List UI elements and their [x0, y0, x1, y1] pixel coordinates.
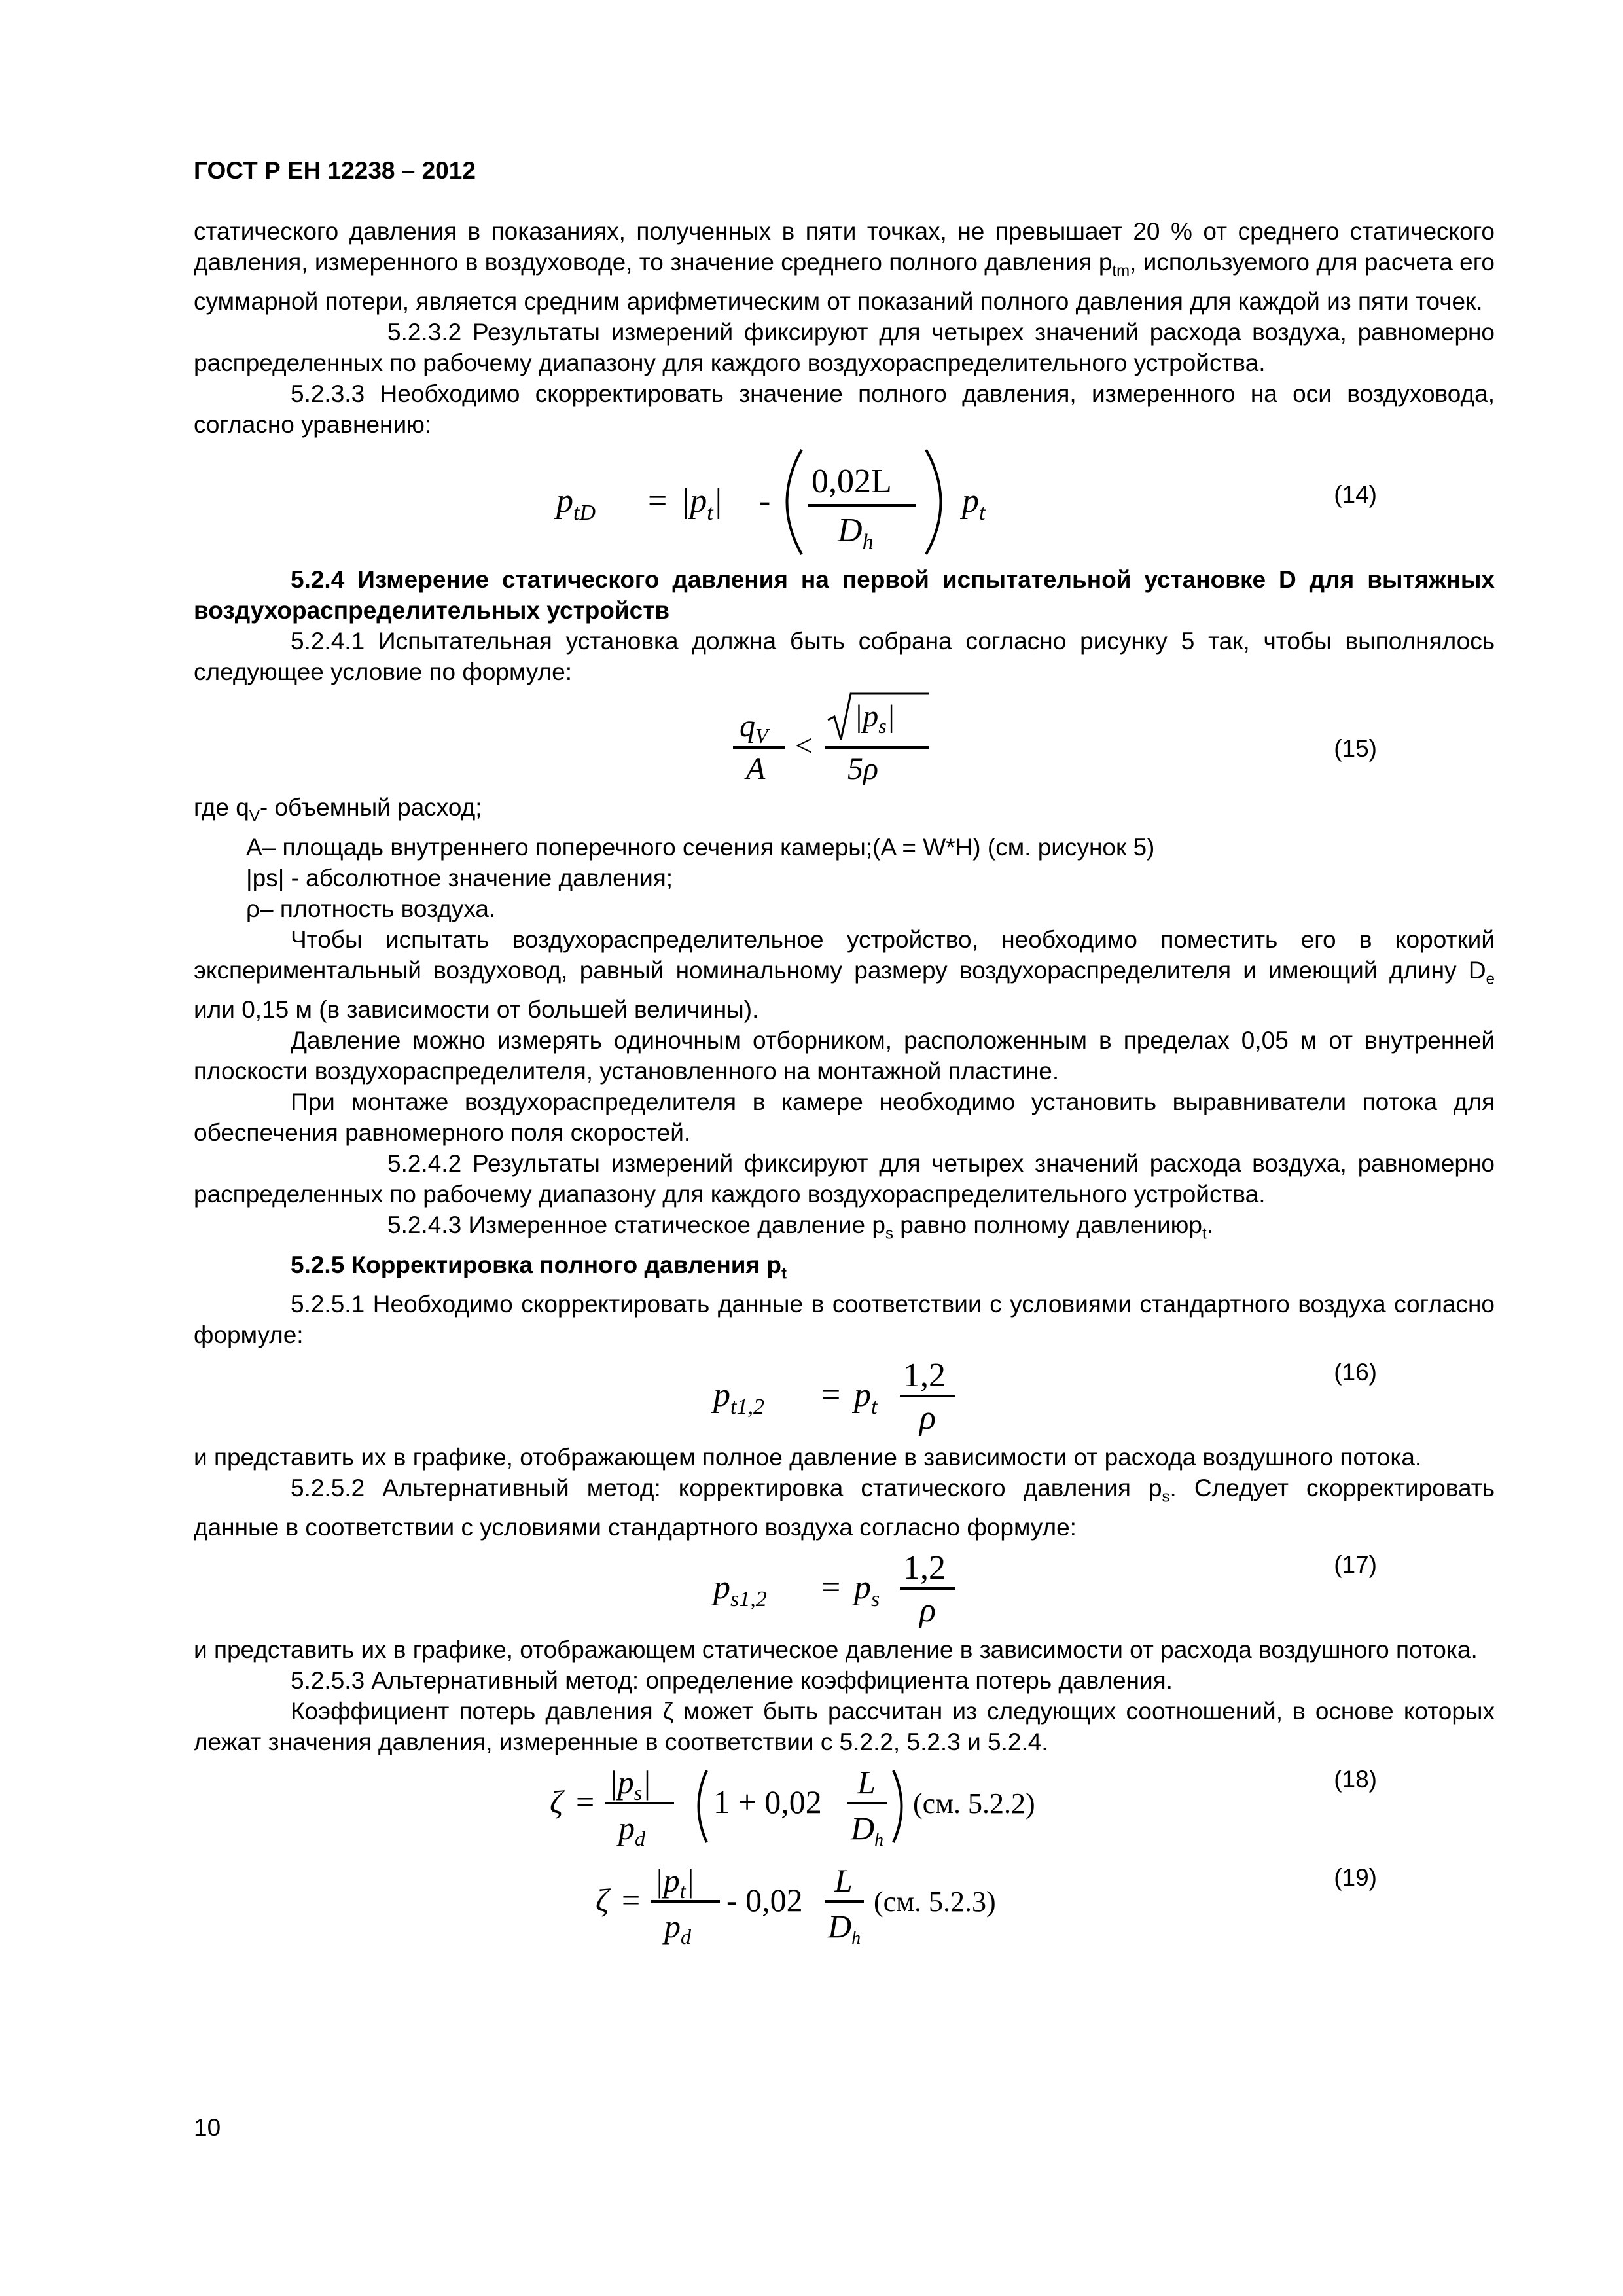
- svg-text:=: =: [622, 1882, 641, 1919]
- equation-number: (18): [1334, 1766, 1377, 1793]
- svg-text:1,2: 1,2: [903, 1356, 946, 1394]
- svg-text:L: L: [834, 1862, 853, 1899]
- svg-text:-: -: [759, 482, 771, 520]
- paragraph: Коэффициент потерь давления ζ может быть рассчитан из следующих соотношений, в основе которых лежат значения давления, измеренные в соответствии с 5.2.2, 5.2.3 и 5.2.4.: [194, 1698, 1495, 1756]
- paragraph: 5.2.3.2 Результаты измерений фиксируют для четырех значений расхода воздуха, равномерно распределенных по рабочему диапазону для каждого воздухораспределительного устройства.: [194, 319, 1495, 377]
- equation-number: (16): [1334, 1358, 1377, 1386]
- svg-text:pd: $p_d$: [618, 1810, 645, 1851]
- svg-text:A: A: [746, 751, 766, 787]
- svg-text:=: =: [576, 1784, 595, 1821]
- equation-18: [194, 1757, 1495, 1856]
- paragraph: 5.2.5.1 Необходимо скорректировать данные в соответствии с условиями стандартного воздуха согласно формуле:: [194, 1290, 1495, 1348]
- paragraph: 5.2.5.3 Альтернативный метод: определение коэффициента потерь давления.: [291, 1667, 1173, 1695]
- equation-15: [194, 687, 1495, 792]
- svg-text:ρ: ρ: [919, 1399, 936, 1437]
- where-item: ρ– плотность воздуха.: [246, 895, 496, 922]
- svg-text:pt: $p_t$: [962, 482, 986, 526]
- svg-text:pt1,2: $p_{t1,2}$: [713, 1376, 764, 1419]
- svg-text:(см. 5.2.2): (см. 5.2.2): [913, 1787, 1035, 1820]
- document-header: ГОСТ Р ЕН 12238 – 2012: [194, 157, 476, 184]
- svg-text:|ps|: $|p_s|$: [854, 699, 895, 738]
- svg-text:|pt|: $|p_t|$: [654, 1862, 695, 1903]
- equation-number: (17): [1334, 1551, 1377, 1579]
- svg-text:ps: $p_s$: [854, 1569, 880, 1612]
- where-item: |ps| - абсолютное значение давления;: [246, 864, 673, 891]
- svg-text:0,02L: 0,02L: [812, 463, 892, 501]
- svg-text:=: =: [821, 1569, 841, 1607]
- paragraph: Чтобы испытать воздухораспределительное устройство, необходимо поместить его в короткий экспериментальный воздуховод, равный номинальному размеру воздухораспределителя и имеющий длину $D_e$ или 0,15 м (в зависимости от большей величины).: [194, 925, 1495, 1024]
- where-item: A– площадь внутреннего поперечного сечения камеры;(A = W*H) (см. рисунок 5): [246, 833, 1155, 861]
- svg-text:=: =: [821, 1376, 841, 1414]
- page-number: 10: [194, 2114, 221, 2141]
- svg-text:ptD: $p_{tD}$: [556, 482, 596, 526]
- equation-19: [194, 1856, 1495, 1954]
- where-item: где $q_V-$ объемный расход;: [194, 794, 482, 825]
- document-body: [194, 216, 1495, 1954]
- svg-text:Dh: $D_h$: [838, 512, 874, 555]
- section-heading-5-2-5: 5.2.5 Корректировка полного давления $p_t$: [291, 1251, 787, 1282]
- equation-number: (15): [1334, 735, 1377, 762]
- paragraph: статического давления в показаниях, полученных в пяти точках, не превышает 20 % от среднего статического давления, измеренного в воздуховоде, то значение среднего полного давления $p_{tm}$, используемого для расчета его суммарной потери, является средним арифметическим от показаний полного давления для каждой из пяти точек.: [194, 218, 1495, 315]
- svg-text:pd: $p_d$: [664, 1908, 691, 1949]
- paragraph: При монтаже воздухораспределителя в камере необходимо установить выравниватели потока для обеспечения равномерного поля скоростей.: [194, 1088, 1495, 1147]
- equation-17: [194, 1543, 1495, 1634]
- svg-text:Dh: $D_h$: [851, 1810, 884, 1851]
- svg-text:ps1,2: $p_{s1,2}$: [713, 1569, 767, 1612]
- paragraph: 5.2.4.3 Измеренное статическое давление $p_s$ равно полному давлениюp$_t$.: [387, 1211, 1213, 1243]
- paragraph: и представить их в графике, отображающем статическое давление в зависимости от расхода воздушного потока.: [194, 1636, 1478, 1664]
- svg-text:<: <: [795, 728, 813, 764]
- svg-text:|ps|: $|p_s|$: [609, 1764, 651, 1805]
- section-heading-5-2-4: 5.2.4 Измерение статического давления на первой испытательной установке D для вытяжных воздухораспределительных устройств: [194, 566, 1495, 624]
- svg-text:(см. 5.2.3): (см. 5.2.3): [874, 1886, 996, 1918]
- svg-text:- 0,02: - 0,02: [726, 1882, 803, 1919]
- svg-text:L: L: [857, 1764, 876, 1801]
- svg-text:ρ: ρ: [919, 1592, 936, 1630]
- svg-text:=: =: [648, 482, 668, 520]
- paragraph: и представить их в графике, отображающем полное давление в зависимости от расхода воздушного потока.: [194, 1443, 1422, 1471]
- svg-text:5ρ: 5ρ: [847, 751, 879, 787]
- equation-14: [194, 440, 1495, 564]
- paragraph: 5.2.5.2 Альтернативный метод: корректировка статического давления $p_s$. Следует скорректировать данные в соответствии с условиями стандартного воздуха согласно формуле:: [194, 1474, 1495, 1541]
- svg-text:|pt|: $|p_t|$: [681, 482, 723, 526]
- paragraph: 5.2.4.2 Результаты измерений фиксируют для четырех значений расхода воздуха, равномерно распределенных по рабочему диапазону для каждого воздухораспределительного устройства.: [194, 1150, 1495, 1208]
- equation-number: (14): [1334, 481, 1377, 509]
- paragraph: 5.2.3.3 Необходимо скорректировать значение полного давления, измеренного на оси воздуховода, согласно уравнению:: [194, 380, 1495, 439]
- svg-text:1,2: 1,2: [903, 1549, 946, 1587]
- equation-16: [194, 1350, 1495, 1442]
- svg-text:pt: $p_t$: [854, 1376, 878, 1419]
- svg-text:1 + 0,02: 1 + 0,02: [713, 1784, 822, 1821]
- svg-text:ζ: ζ: [550, 1784, 563, 1821]
- equation-number: (19): [1334, 1864, 1377, 1892]
- paragraph: Давление можно измерять одиночным отборником, расположенным в пределах 0,05 м от внутренней плоскости воздухораспределителя, установленного на монтажной пластине.: [194, 1027, 1495, 1085]
- svg-text:Dh: $D_h$: [828, 1908, 861, 1949]
- svg-text:ζ: ζ: [596, 1882, 609, 1919]
- svg-text:qV: $q_V$: [740, 709, 768, 748]
- paragraph: 5.2.4.1 Испытательная установка должна быть собрана согласно рисунку 5 так, чтобы выполнялось следующее условие по формуле:: [194, 628, 1495, 686]
